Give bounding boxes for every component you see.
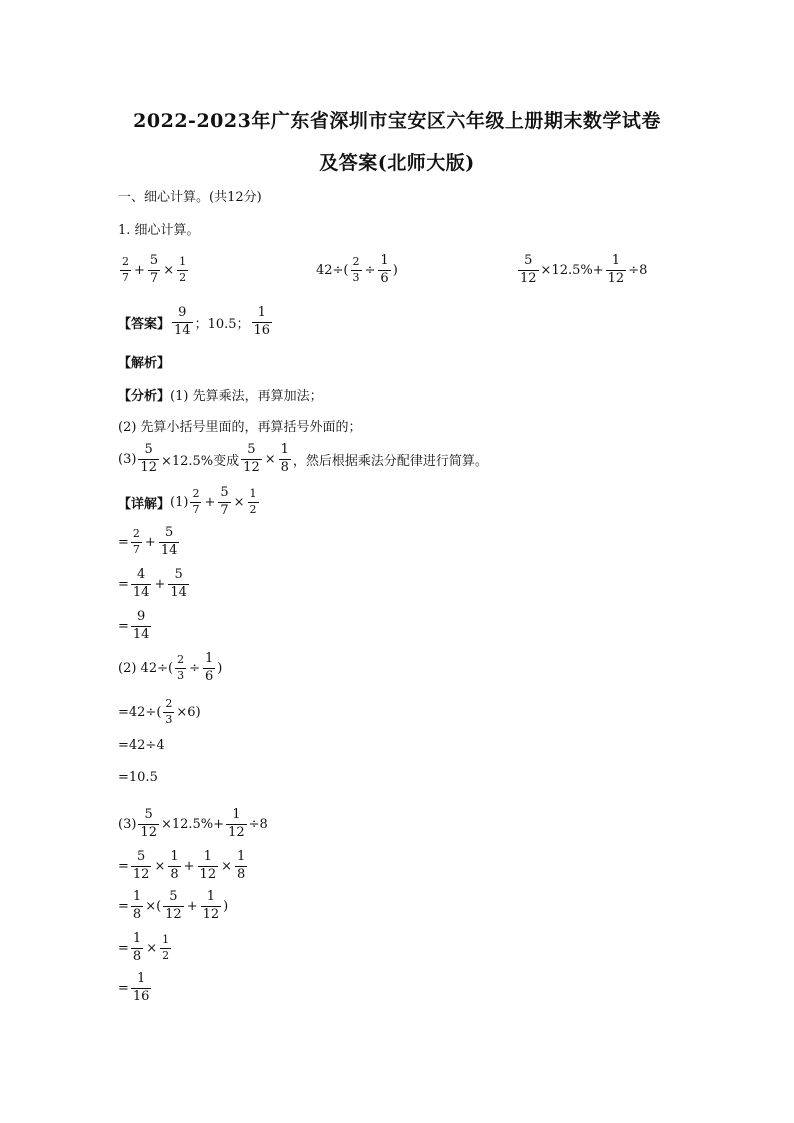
fraction: $\frac{5}{14}$ [170,567,187,600]
detail-1-step-3: = $\frac{9}{14}$ [118,609,150,642]
answer-line: 【答案】 $\frac{9}{14}$ ；10.5； $\frac{1}{16}$ [118,305,271,338]
analysis-line-2: (2) 先算小括号里面的，再算括号外面的； [118,420,362,435]
fraction: $\frac{5}{12}$ [132,849,150,882]
fraction: $\frac{1}{16}$ [132,971,150,1004]
fraction: $\frac{5}{12}$ [520,253,537,286]
detail-3-step-3: = $\frac{1}{8}$ × $\frac{1}{2}$ [118,931,170,964]
detail-3-question: (3) $\frac{5}{12}$ ×12.5%+ $\frac{1}{12}$ ÷8 [118,807,268,840]
analysis-line-1: 【分析】 (1) 先算乘法，再算加法； [118,389,323,404]
question-label: 1. 细心计算。 [118,223,200,238]
fraction: $\frac{2}{3}$ [177,653,185,682]
fraction: $\frac{1}{8}$ [280,442,289,475]
fraction: $\frac{4}{14}$ [132,567,150,600]
fraction: $\frac{5}{12}$ [165,889,182,922]
fraction: $\frac{1}{12}$ [607,253,625,286]
detail-3-step-4: = $\frac{1}{16}$ [118,971,150,1004]
detail-1-question: 【详解】 (1) $\frac{2}{7}$ + $\frac{5}{7}$ × $\frac{1}{2}$ [118,485,257,518]
fraction: $\frac{9}{14}$ [132,609,150,642]
fraction: $\frac{1}{2}$ [249,487,257,516]
detail-3-step-1: = $\frac{5}{12}$ × $\frac{1}{8}$ + $\frac{1}{12}$ × $\frac{1}{8}$ [118,849,246,882]
fraction: $\frac{5}{14}$ [160,525,178,558]
fraction: $\frac{2}{7}$ [122,255,129,284]
fraction: $\frac{2}{3}$ [352,255,360,284]
detail-2-step-2: =42÷4 [118,738,165,753]
detail-2-step-3: =10.5 [118,770,158,785]
fraction: $\frac{2}{7}$ [132,527,140,556]
fraction: $\frac{1}{12}$ [199,849,217,882]
problem-1-expression: $\frac{2}{7}$ + $\frac{5}{7}$ × $\frac{1}{2}$ [122,253,187,286]
fraction: $\frac{5}{12}$ [140,442,157,475]
analysis-line-3: (3) $\frac{5}{12}$ ×12.5%变成 $\frac{5}{12}$ × $\frac{1}{8}$ ，然后根据乘法分配律进行简算。 [118,442,488,475]
fraction: $\frac{1}{2}$ [162,933,170,962]
fraction: $\frac{5}{12}$ [140,807,157,840]
fraction: $\frac{1}{6}$ [380,253,389,286]
fraction: $\frac{1}{16}$ [253,305,271,338]
analysis-tag: 【解析】 [118,356,171,371]
detail-2-question: (2) 42÷( $\frac{2}{3}$ ÷ $\frac{1}{6}$ ) [118,651,223,684]
fraction: $\frac{1}{6}$ [204,651,214,684]
fraction: $\frac{5}{7}$ [149,253,159,286]
problem-3-expression: $\frac{5}{12}$ ×12.5%+ $\frac{1}{12}$ ÷8 [520,253,648,286]
fraction: $\frac{2}{3}$ [165,697,173,726]
fraction: $\frac{5}{7}$ [220,485,229,518]
fraction: $\frac{1}{12}$ [202,889,220,922]
fraction: $\frac{1}{2}$ [179,255,187,284]
fraction: $\frac{1}{12}$ [228,807,245,840]
fraction: $\frac{5}{12}$ [243,442,260,475]
problem-2-expression: 42÷( $\frac{2}{3}$ ÷ $\frac{1}{6}$ ) [316,253,398,286]
fraction: $\frac{9}{14}$ [174,305,191,338]
fraction: $\frac{2}{7}$ [192,487,200,516]
fraction: $\frac{1}{8}$ [170,849,179,882]
section-heading: 一、细心计算。(共12分) [118,190,262,205]
detail-1-step-2: = $\frac{4}{14}$ + $\frac{5}{14}$ [118,567,187,600]
detail-2-step-1: =42÷( $\frac{2}{3}$ ×6) [118,697,201,726]
document-title-line1: 2022-2023年广东省深圳市宝安区六年级上册期末数学试卷 [133,110,661,132]
detail-1-step-1: = $\frac{2}{7}$ + $\frac{5}{14}$ [118,525,178,558]
fraction: $\frac{1}{8}$ [237,849,246,882]
detail-3-step-2: = $\frac{1}{8}$ ×( $\frac{5}{12}$ + $\frac{1}{12}$ ) [118,889,229,922]
fraction: $\frac{1}{8}$ [132,931,142,964]
fraction: $\frac{1}{8}$ [132,889,142,922]
document-title-line2: 及答案(北师大版) [319,152,475,174]
